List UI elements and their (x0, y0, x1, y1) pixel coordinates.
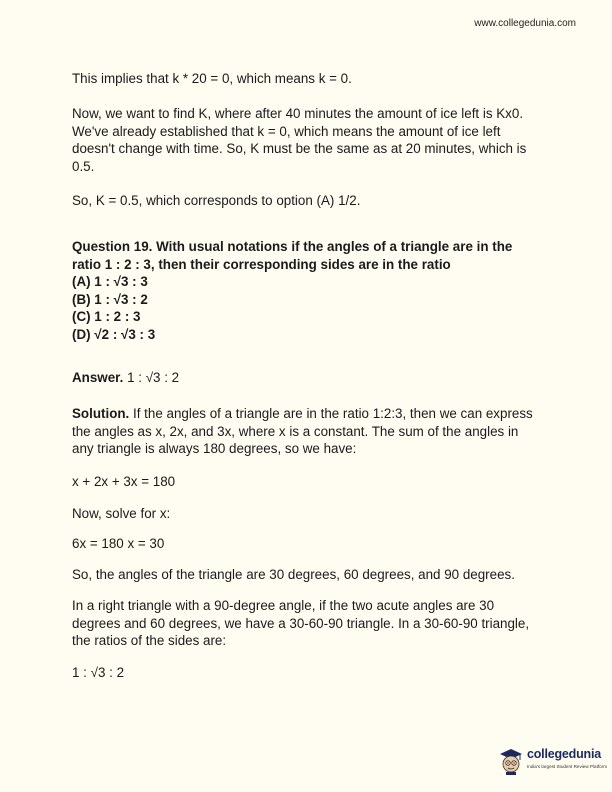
answer-label: Answer. (72, 370, 124, 385)
option-c: (C) 1 : 2 : 3 (72, 309, 141, 325)
question-block (72, 238, 542, 344)
paragraph-option-a: So, K = 0.5, which corresponds to option (A) 1/2. (72, 193, 361, 208)
side-ratio: 1 : √3 : 2 (72, 665, 125, 680)
collegedunia-logo (498, 745, 608, 777)
angles-statement: So, the angles of the triangle are 30 degrees, 60 degrees, and 90 degrees. (72, 567, 515, 582)
answer-line (72, 369, 542, 387)
equation-x: 6x = 180 x = 30 (72, 536, 165, 551)
header-url: www.collegedunia.com (474, 18, 576, 29)
option-d: (D) √2 : √3 : 3 (72, 326, 156, 342)
paragraph-k-zero: This implies that k * 20 = 0, which means k = 0. (72, 71, 352, 86)
logo-tagline: India's largest Student Review Platform (527, 764, 608, 769)
paragraph-find-k: Now, we want to find K, where after 40 minutes the amount of ice left is Kx0. We've already established that k = 0, which means the amount of ice left doesn't change with time. So, K must be the same as at 20 minutes, which is 0.5. (72, 106, 527, 174)
answer-value: 1 : √3 : 2 (127, 370, 180, 385)
graduate-mascot-icon (498, 747, 524, 775)
solution-label: Solution. (72, 406, 130, 421)
option-b: (B) 1 : √3 : 2 (72, 291, 148, 307)
solve-step: Now, solve for x: (72, 506, 171, 521)
solution-intro (72, 405, 542, 458)
logo-wordmark: collegedunia (527, 747, 602, 761)
solution-intro-text: If the angles of a triangle are in the ratio 1:2:3, then we can express the angles as x, 2x, and 3x, where x is a constant. The sum of the angles in any triangle is always 180 degrees, so we have: (72, 406, 533, 457)
right-triangle-paragraph: In a right triangle with a 90-degree angle, if the two acute angles are 30 degrees and 60 degrees, we have a 30-60-90 triangle. In a 30-60-90 triangle, the ratios of the sides are: (72, 598, 530, 649)
question-text: Question 19. With usual notations if the angles of a triangle are in the ratio 1 : 2 : 3, then their corresponding sides are in the ratio (72, 239, 513, 272)
equation-sum: x + 2x + 3x = 180 (72, 474, 176, 489)
option-a: (A) 1 : √3 : 3 (72, 274, 148, 290)
